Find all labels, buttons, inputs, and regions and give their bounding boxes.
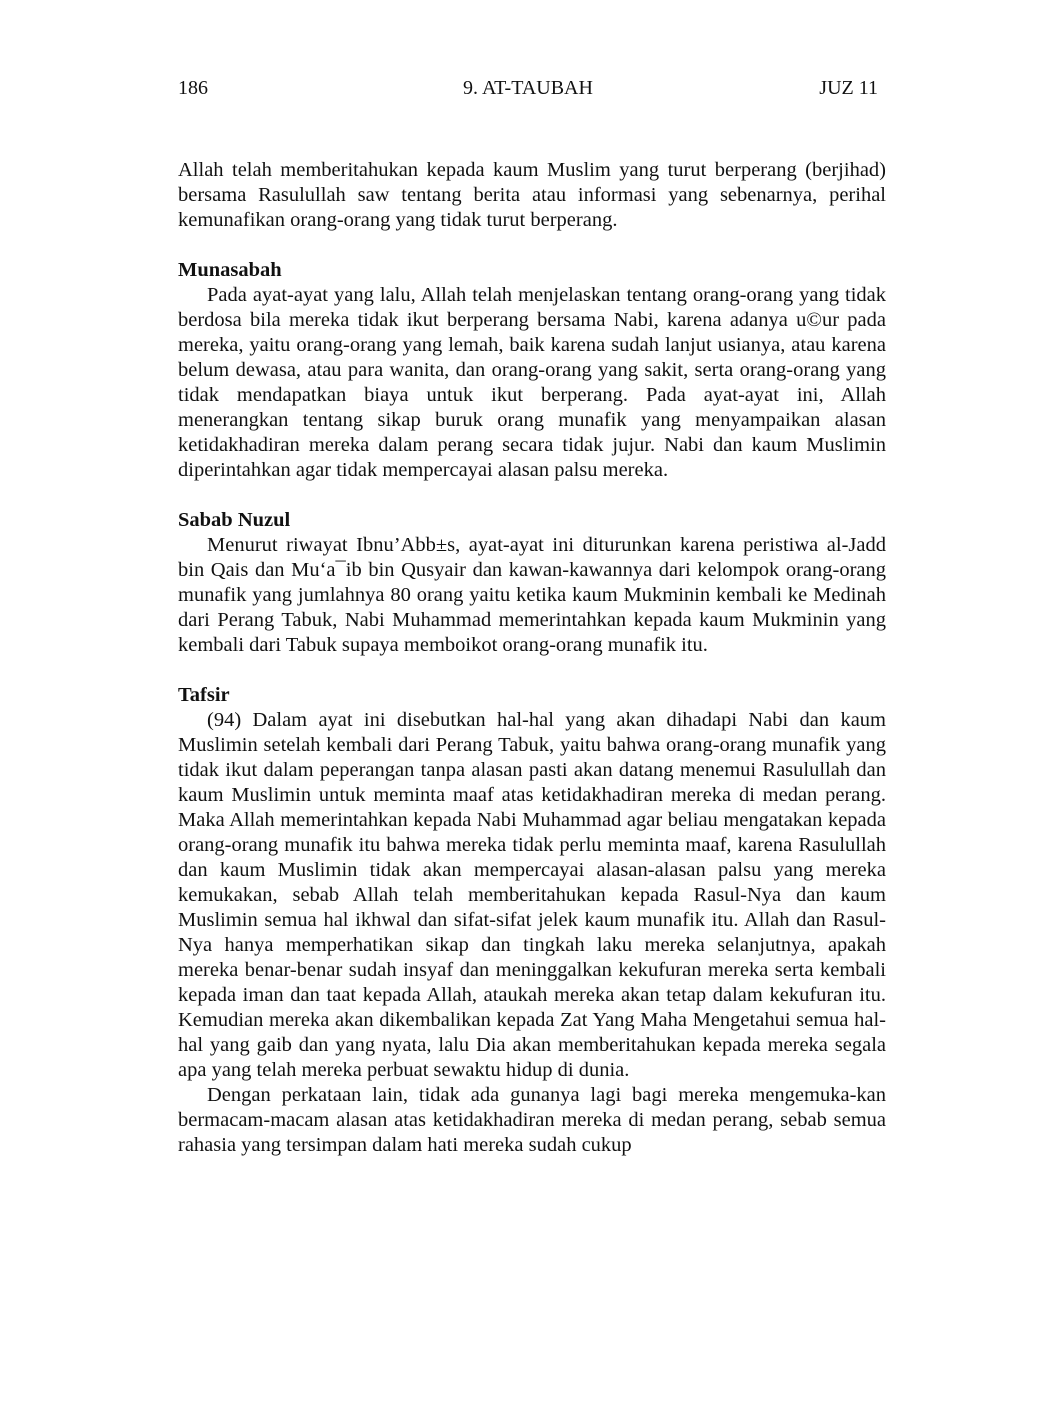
surah-title: 9. AT-TAUBAH — [463, 77, 593, 99]
intro-paragraph: Allah telah memberitahukan kepada kaum Muslim yang turut berperang (berjihad) bersama Rasulullah saw tentang berita atau informasi yang sebenarnya, perihal kemunafikan orang-orang yang tidak turut berperang. — [178, 159, 886, 231]
munasabah-heading: Munasabah — [178, 259, 282, 281]
munasabah-paragraph: Pada ayat-ayat yang lalu, Allah telah menjelaskan tentang orang-orang yang tidak berdosa bila mereka tidak ikut berperang bersama Nabi, karena adanya u©ur pada mereka, yaitu orang-orang yang lemah, baik karena sudah lanjut usianya, atau karena belum dewasa, atau para wanita, dan orang-orang yang sakit, serta orang-orang yang tidak mendapatkan biaya untuk ikut berperang. Pada ayat-ayat ini, Allah menerangkan tentang sikap buruk orang munafik yang menyampaikan alasan ketidakhadiran mereka dalam perang secara tidak jujur. Nabi dan kaum Muslimin diperintahkan agar tidak mempercayai alasan palsu mereka. — [178, 284, 886, 481]
juz-label: JUZ 11 — [819, 77, 878, 99]
tafsir-paragraph-2: Dengan perkataan lain, tidak ada gunanya lagi bagi mereka mengemuka-kan bermacam-macam alasan atas ketidakhadiran mereka di medan perang, sebab semua rahasia yang tersimpan dalam hati mereka sudah cukup — [178, 1084, 886, 1156]
sabab-nuzul-heading: Sabab Nuzul — [178, 509, 291, 531]
sabab-nuzul-paragraph: Menurut riwayat Ibnu’Abb±s, ayat-ayat ini diturunkan karena peristiwa al-Jadd bin Qais dan Mu‘a¯ib bin Qusyair dan kawan-kawannya dari kelompok orang-orang munafik yang jumlahnya 80 orang yaitu ketika kaum Mukminin kembali ke Medinah dari Perang Tabuk, Nabi Muhammad memerintahkan kepada kaum Mukminin yang kembali dari Tabuk supaya memboikot orang-orang munafik itu. — [178, 534, 886, 656]
page-body — [178, 158, 886, 1158]
page-number: 186 — [178, 77, 208, 99]
running-header — [178, 74, 878, 102]
tafsir-paragraph-1: (94) Dalam ayat ini disebutkan hal-hal yang akan dihadapi Nabi dan kaum Muslimin setelah kembali dari Perang Tabuk, yaitu bahwa orang-orang munafik yang tidak ikut dalam peperangan tanpa alasan pasti akan datang menemui Rasulullah dan kaum Muslimin untuk meminta maaf atas ketidakhadiran mereka di medan perang. Maka Allah memerintahkan kepada Nabi Muhammad agar beliau mengatakan kepada orang-orang munafik itu bahwa mereka tidak perlu meminta maaf, karena Rasulullah dan kaum Muslimin tidak akan mempercayai alasan-alasan palsu yang mereka kemukakan, sebab Allah telah memberitahukan kepada Rasul-Nya dan kaum Muslimin semua hal ikhwal dan sifat-sifat jelek kaum munafik itu. Allah dan Rasul-Nya hanya memperhatikan sikap dan tingkah laku mereka selanjutnya, apakah mereka benar-benar sudah insyaf dan meninggalkan kekufuran mereka serta kembali kepada iman dan taat kepada Allah, ataukah mereka akan tetap dalam kekufuran itu. Kemudian mereka akan dikembalikan kepada Zat Yang Maha Mengetahui semua hal-hal yang gaib dan yang nyata, lalu Dia akan memberitahukan kepada mereka segala apa yang telah mereka perbuat sewaktu hidup di dunia. — [178, 709, 886, 1081]
tafsir-heading: Tafsir — [178, 684, 230, 706]
